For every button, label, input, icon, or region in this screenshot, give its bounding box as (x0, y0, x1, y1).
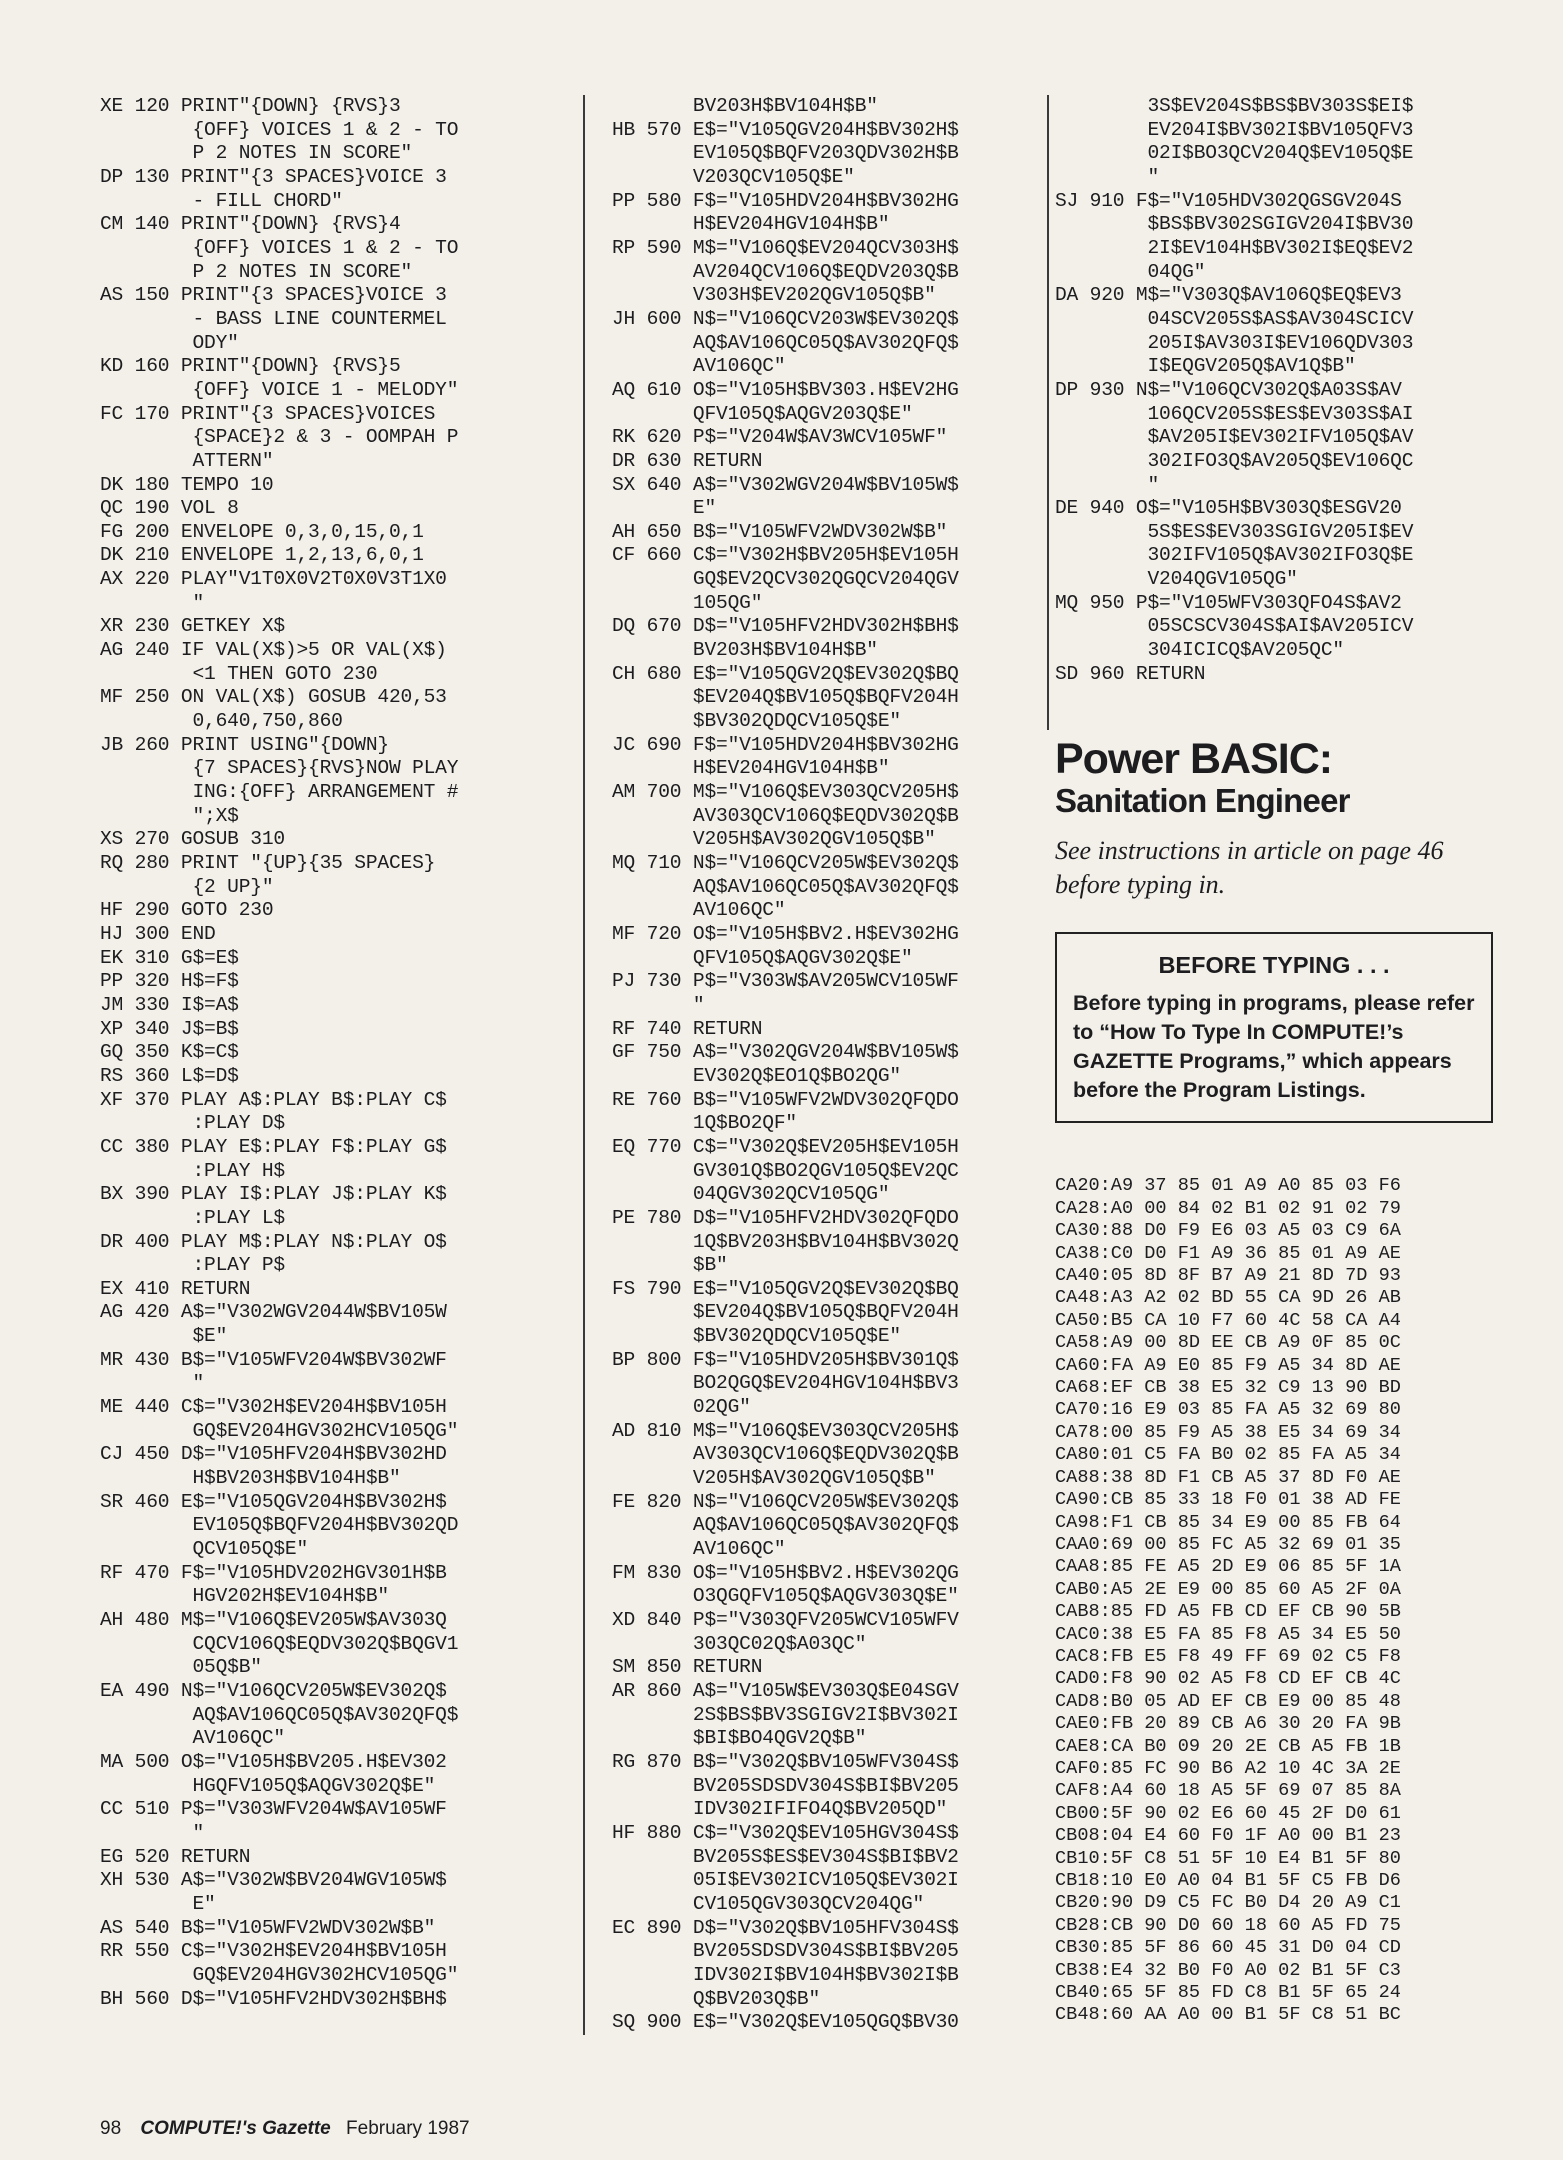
code-line: CJ 450 D$="V105HFV204H$BV302HD (100, 1443, 447, 1466)
code-line: :PLAY L$ (100, 1206, 285, 1229)
magazine-name: COMPUTE!'s Gazette (140, 2118, 331, 2139)
code-line: 5S$ES$EV303SGIGV205I$EV (1055, 520, 1414, 543)
page-number: 98 (100, 2118, 122, 2139)
code-line: GQ$EV2QCV302QGQCV204QGV (612, 568, 959, 591)
code-line: EV302Q$EO1Q$BO2QG" (612, 1064, 901, 1087)
code-line: AQ 610 O$="V105H$BV303.H$EV2HG (612, 378, 959, 401)
code-line: V205H$AV302QGV105Q$B" (612, 1467, 936, 1490)
machine-code-listing (1055, 1175, 1505, 2026)
code-line: MF 250 ON VAL(X$) GOSUB 420,53 (100, 686, 447, 709)
code-line: BH 560 D$="V105HFV2HDV302H$BH$ (100, 1987, 447, 2010)
code-line: MR 430 B$="V105WFV204W$BV302WF (100, 1348, 447, 1371)
hex-dump-line: CAB0:A5 2E E9 00 85 60 A5 2F 0A (1055, 1578, 1401, 1600)
code-line: E" (100, 1892, 216, 1915)
code-line: FG 200 ENVELOPE 0,3,0,15,0,1 (100, 520, 424, 543)
code-line: 106QCV205S$ES$EV303S$AI (1055, 402, 1414, 425)
code-line: 2S$BS$BV3SGIGV2I$BV302I (612, 1703, 959, 1726)
code-line: V205H$AV302QGV105Q$B" (612, 828, 936, 851)
code-line: KD 160 PRINT"{DOWN} {RVS}5 (100, 355, 401, 378)
code-line: H$EV204HGV104H$B" (612, 757, 890, 780)
code-line: JB 260 PRINT USING"{DOWN} (100, 733, 389, 756)
code-line: DK 180 TEMPO 10 (100, 473, 274, 496)
hex-dump-line: CAD0:F8 90 02 A5 F8 CD EF CB 4C (1055, 1668, 1401, 1690)
code-line: I$EQGV205Q$AV1Q$B" (1055, 355, 1356, 378)
code-line: " (1055, 165, 1160, 188)
code-line: RG 870 B$="V302Q$BV105WFV304S$ (612, 1750, 959, 1773)
right-column (1055, 95, 1505, 2027)
code-line: XR 230 GETKEY X$ (100, 615, 285, 638)
code-line: <1 THEN GOTO 230 (100, 662, 378, 685)
hex-dump-line: CAA0:69 00 85 FC A5 32 69 01 35 (1055, 1533, 1401, 1555)
code-line: " (100, 1372, 205, 1395)
code-line: BV205SDSDV304S$BI$BV205 (612, 1774, 959, 1797)
before-typing-box (1055, 932, 1493, 1123)
hex-dump-line: CA48:A3 A2 02 BD 55 CA 9D 26 AB (1055, 1287, 1401, 1309)
code-line: PJ 730 P$="V303W$AV205WCV105WF (612, 970, 959, 993)
code-line: BV203H$BV104H$B" (612, 95, 878, 117)
code-line: DK 210 ENVELOPE 1,2,13,6,0,1 (100, 544, 424, 567)
code-line: PE 780 D$="V105HFV2HDV302QFQDO (612, 1206, 959, 1229)
code-line: AD 810 M$="V106Q$EV303QCV205H$ (612, 1419, 959, 1442)
code-line: P 2 NOTES IN SCORE" (100, 142, 413, 165)
hex-dump-line: CA70:16 E9 03 85 FA A5 32 69 80 (1055, 1399, 1401, 1421)
code-line: AV106QC" (612, 899, 786, 922)
code-line: {OFF} VOICES 1 & 2 - TO (100, 236, 459, 259)
code-line: RR 550 C$="V302H$EV204H$BV105H (100, 1940, 447, 1963)
code-line: 02I$BO3QCV204Q$EV105Q$E (1055, 142, 1414, 165)
before-typing-heading: BEFORE TYPING . . . (1158, 952, 1390, 979)
code-line: 0,640,750,860 (100, 710, 343, 733)
column-divider-left (583, 95, 585, 2035)
code-line: AH 650 B$="V105WFV2WDV302W$B" (612, 520, 948, 543)
code-line: HGQFV105Q$AQGV302Q$E" (100, 1774, 436, 1797)
code-line: 04QG" (1055, 260, 1206, 283)
code-line: CF 660 C$="V302H$BV205H$EV105H (612, 544, 959, 567)
page-footer (100, 2118, 470, 2140)
code-line: CC 380 PLAY E$:PLAY F$:PLAY G$ (100, 1135, 447, 1158)
code-line: SM 850 RETURN (612, 1656, 763, 1679)
before-typing-text: Before typing in programs, please refer to “How To Type In COMPUTE!’s GAZETTE Programs,” which appears before the Program Listings. (1073, 991, 1475, 1103)
code-line: 04QGV302QCV105QG" (612, 1183, 890, 1206)
code-line: AQ$AV106QC05Q$AV302QFQ$ (100, 1703, 459, 1726)
hex-dump-line: CB18:10 E0 A0 04 B1 5F C5 FB D6 (1055, 1870, 1401, 1891)
code-line: PP 320 H$=F$ (100, 970, 239, 993)
hex-dump-line: CAC0:38 E5 FA 85 F8 A5 34 E5 50 (1055, 1623, 1401, 1645)
code-line: 02QG" (612, 1396, 751, 1419)
code-line: QCV105Q$E" (100, 1538, 309, 1561)
code-line: 3S$EV204S$BS$BV303S$EI$ (1055, 95, 1414, 117)
code-line: RP 590 M$="V106Q$EV204QCV303H$ (612, 236, 959, 259)
code-line: {OFF} VOICES 1 & 2 - TO (100, 118, 459, 141)
code-line: $B" (612, 1254, 728, 1277)
code-line: RS 360 L$=D$ (100, 1064, 239, 1087)
code-line: ODY" (100, 331, 239, 354)
code-line: EQ 770 C$="V302Q$EV205H$EV105H (612, 1135, 959, 1158)
code-line: MF 720 O$="V105H$BV2.H$EV302HG (612, 922, 959, 945)
code-line: DQ 670 D$="V105HFV2HDV302H$BH$ (612, 615, 959, 638)
code-line: JM 330 I$=A$ (100, 993, 239, 1016)
hex-dump-line: CAA8:85 FE A5 2D E9 06 85 5F 1A (1055, 1556, 1401, 1578)
code-line: $BI$BO4QGV2Q$B" (612, 1727, 867, 1750)
hex-dump-line: CB00:5F 90 02 E6 60 45 2F D0 61 (1055, 1802, 1401, 1824)
code-line: AG 420 A$="V302WGV2044W$BV105W (100, 1301, 447, 1324)
code-line: XF 370 PLAY A$:PLAY B$:PLAY C$ (100, 1088, 447, 1111)
code-line: - FILL CHORD" (100, 189, 343, 212)
code-line: AX 220 PLAY"V1T0X0V2T0X0V3T1X0 (100, 568, 447, 591)
code-line: SD 960 RETURN (1055, 662, 1206, 685)
code-line: " (100, 1821, 205, 1844)
code-line: 302IFV105Q$AV302IFO3Q$E (1055, 544, 1414, 567)
code-line: XP 340 J$=B$ (100, 1017, 239, 1040)
hex-dump-line: CA60:FA A9 E0 85 F9 A5 34 8D AE (1055, 1354, 1401, 1376)
code-line: EV204I$BV302I$BV105QFV3 (1055, 118, 1414, 141)
code-line: SJ 910 F$="V105HDV302QGSGV204S (1055, 189, 1402, 212)
hex-dump-line: CA58:A9 00 8D EE CB A9 0F 85 0C (1055, 1332, 1401, 1354)
code-line: 1Q$BO2QF" (612, 1112, 797, 1135)
code-line: AQ$AV106QC05Q$AV302QFQ$ (612, 1514, 959, 1537)
hex-dump-line: CB30:85 5F 86 60 45 31 D0 04 CD (1055, 1937, 1401, 1959)
code-line: RQ 280 PRINT "{UP}{35 SPACES} (100, 852, 436, 874)
code-line: HGV202H$EV104H$B" (100, 1585, 389, 1608)
code-line: $EV204Q$BV105Q$BQFV204H (612, 1301, 959, 1324)
code-line: :PLAY D$ (100, 1112, 285, 1135)
code-line: CM 140 PRINT"{DOWN} {RVS}4 (100, 213, 401, 236)
code-line: AS 540 B$="V105WFV2WDV302W$B" (100, 1916, 436, 1939)
code-line: ATTERN" (100, 449, 274, 472)
code-line: SR 460 E$="V105QGV204H$BV302H$ (100, 1490, 447, 1513)
code-line: QFV105Q$AQGV203Q$E" (612, 402, 913, 425)
hex-dump-line: CAB8:85 FD A5 FB CD EF CB 90 5B (1055, 1601, 1401, 1623)
code-line: DR 630 RETURN (612, 449, 763, 472)
hex-dump-line: CAC8:FB E5 F8 49 FF 69 02 C5 F8 (1055, 1645, 1401, 1667)
hex-dump-line: CA98:F1 CB 85 34 E9 00 85 FB 64 (1055, 1511, 1401, 1533)
code-line: EK 310 G$=E$ (100, 946, 239, 969)
code-line: AV106QC" (100, 1727, 285, 1750)
code-line: " (100, 591, 205, 614)
issue-date: February 1987 (346, 2118, 470, 2139)
hex-dump-line: CA78:00 85 F9 A5 38 E5 34 69 34 (1055, 1421, 1401, 1443)
hex-dump-line: CAD8:B0 05 AD EF CB E9 00 85 48 (1055, 1690, 1401, 1712)
code-line: $E" (100, 1325, 228, 1348)
code-line: AH 480 M$="V106Q$EV205W$AV303Q (100, 1609, 447, 1631)
hex-dump-line: CAE0:FB 20 89 CB A6 30 20 FA 9B (1055, 1713, 1401, 1735)
code-line: GQ$EV204HGV302HCV105QG" (100, 1963, 459, 1986)
code-line: 05Q$B" (100, 1656, 262, 1679)
code-line: H$EV204HGV104H$B" (612, 213, 890, 236)
code-line: JC 690 F$="V105HDV204H$BV302HG (612, 733, 959, 756)
code-line: 2I$EV104H$BV302I$EQ$EV2 (1055, 236, 1414, 259)
code-line: " (612, 993, 705, 1016)
code-line: XH 530 A$="V302W$BV204WGV105W$ (100, 1869, 447, 1892)
code-line: XE 120 PRINT"{DOWN} {RVS}3 (100, 95, 401, 117)
code-line: AV303QCV106Q$EQDV302Q$B (612, 804, 959, 827)
code-line: BO2QGQ$EV204HGV104H$BV3 (612, 1372, 959, 1395)
typing-instruction: See instructions in article on page 46 before typing in. (1055, 836, 1444, 900)
code-line: $BS$BV302SGIGV204I$BV30 (1055, 213, 1414, 236)
code-line: Q$BV203Q$B" (612, 1987, 821, 2010)
code-line: GQ$EV204HGV302HCV105QG" (100, 1419, 459, 1442)
code-line: HJ 300 END (100, 922, 216, 945)
code-line: IDV302I$BV104H$BV302I$B (612, 1963, 959, 1986)
code-line: GQ 350 K$=C$ (100, 1041, 239, 1064)
code-line: DE 940 O$="V105H$BV303Q$ESGV20 (1055, 497, 1402, 520)
code-line: 304ICICQ$AV205QC" (1055, 639, 1344, 662)
listing-column-2 (612, 95, 1042, 2035)
code-line: AM 700 M$="V106Q$EV303QCV205H$ (612, 781, 959, 804)
code-line: P 2 NOTES IN SCORE" (100, 260, 413, 283)
code-line: FS 790 E$="V105QGV2Q$EV302Q$BQ (612, 1277, 959, 1300)
code-line: BV205SDSDV304S$BI$BV205 (612, 1940, 959, 1963)
code-line: BV205S$ES$EV304S$BI$BV2 (612, 1845, 959, 1868)
code-line: XD 840 P$="V303QFV205WCV105WFV (612, 1609, 959, 1631)
code-line: CQCV106Q$EQDV302Q$BQGV1 (100, 1632, 459, 1655)
code-line: FC 170 PRINT"{3 SPACES}VOICES (100, 402, 436, 425)
code-line: ING:{OFF} ARRANGEMENT # (100, 781, 459, 804)
code-line: $BV302QDQCV105Q$E" (612, 1325, 901, 1348)
code-line: JH 600 N$="V106QCV203W$EV302Q$ (612, 307, 959, 330)
code-line: 302IFO3Q$AV205Q$EV106QC (1055, 449, 1414, 472)
code-line: V303H$EV202QGV105Q$B" (612, 284, 936, 307)
code-line: IDV302IFIFO4Q$BV205QD" (612, 1798, 948, 1821)
hex-dump-line: CB48:60 AA A0 00 B1 5F C8 51 BC (1055, 2004, 1401, 2026)
code-line: {SPACE}2 & 3 - OOMPAH P (100, 426, 459, 449)
code-line: 1Q$BV203H$BV104H$BV302Q (612, 1230, 959, 1253)
code-line: RK 620 P$="V204W$AV3WCV105WF" (612, 426, 948, 449)
code-line: FM 830 O$="V105H$BV2.H$EV302QG (612, 1561, 959, 1584)
hex-dump-line: CA80:01 C5 FA B0 02 85 FA A5 34 (1055, 1444, 1401, 1466)
code-line: BP 800 F$="V105HDV205H$BV301Q$ (612, 1348, 959, 1371)
code-line: H$BV203H$BV104H$B" (100, 1467, 401, 1490)
code-line: AQ$AV106QC05Q$AV302QFQ$ (612, 331, 959, 354)
code-line: HB 570 E$="V105QGV204H$BV302H$ (612, 118, 959, 141)
hex-dump-line: CA88:38 8D F1 CB A5 37 8D F0 AE (1055, 1466, 1401, 1488)
code-line: :PLAY P$ (100, 1254, 285, 1277)
code-line: " (1055, 473, 1160, 496)
hex-dump-line: CA30:88 D0 F9 E6 03 A5 03 C9 6A (1055, 1220, 1401, 1242)
code-line: MQ 950 P$="V105WFV303QFO4S$AV2 (1055, 591, 1402, 614)
hex-dump-line: CA28:A0 00 84 02 B1 02 91 02 79 (1055, 1197, 1401, 1219)
code-line: EV105Q$BQFV203QDV302H$B (612, 142, 959, 165)
code-line: FE 820 N$="V106QCV205W$EV302Q$ (612, 1490, 959, 1513)
code-line: $AV205I$EV302IFV105Q$AV (1055, 426, 1414, 449)
code-line: BV203H$BV104H$B" (612, 639, 878, 662)
hex-dump-line: CA50:B5 CA 10 F7 60 4C 58 CA A4 (1055, 1309, 1401, 1331)
hex-dump-line: CAF0:85 FC 90 B6 A2 10 4C 3A 2E (1055, 1757, 1401, 1779)
code-line: DP 930 N$="V106QCV302Q$A03S$AV (1055, 378, 1402, 401)
code-line: - BASS LINE COUNTERMEL (100, 307, 447, 330)
code-line: RF 470 F$="V105HDV202HGV301H$B (100, 1561, 447, 1584)
code-line: QC 190 VOL 8 (100, 497, 239, 520)
code-line: AV106QC" (612, 355, 786, 378)
code-line: EX 410 RETURN (100, 1277, 251, 1300)
code-line: CH 680 E$="V105QGV2Q$EV302Q$BQ (612, 662, 959, 685)
code-line: MQ 710 N$="V106QCV205W$EV302Q$ (612, 852, 959, 874)
code-line: EC 890 D$="V302Q$BV105HFV304S$ (612, 1916, 959, 1939)
code-line: E" (612, 497, 717, 520)
code-line: 105QG" (612, 591, 763, 614)
hex-dump-line: CA40:05 8D 8F B7 A9 21 8D 7D 93 (1055, 1265, 1401, 1287)
article-title: Power BASIC: (1055, 735, 1333, 784)
article-subtitle: Sanitation Engineer (1055, 782, 1350, 820)
code-line: EA 490 N$="V106QCV205W$EV302Q$ (100, 1679, 447, 1702)
code-line: SX 640 A$="V302WGV204W$BV105W$ (612, 473, 959, 496)
code-line: :PLAY H$ (100, 1159, 285, 1182)
code-line: SQ 900 E$="V302Q$EV105QGQ$BV30 (612, 2011, 959, 2034)
code-line: AQ$AV106QC05Q$AV302QFQ$ (612, 875, 959, 898)
code-line: GF 750 A$="V302QGV204W$BV105W$ (612, 1041, 959, 1064)
code-line: AG 240 IF VAL(X$)>5 OR VAL(X$) (100, 639, 447, 662)
code-line: PP 580 F$="V105HDV204H$BV302HG (612, 189, 959, 212)
hex-dump-line: CAF8:A4 60 18 A5 5F 69 07 85 8A (1055, 1780, 1401, 1802)
code-line: MA 500 O$="V105H$BV205.H$EV302 (100, 1750, 447, 1773)
code-line: {7 SPACES}{RVS}NOW PLAY (100, 757, 459, 780)
code-line: $BV302QDQCV105Q$E" (612, 710, 901, 733)
code-line: CV105QGV303QCV204QG" (612, 1892, 925, 1915)
code-line: 05I$EV302ICV105Q$EV302I (612, 1869, 959, 1892)
code-line: {2 UP}" (100, 875, 274, 898)
hex-dump-line: CA38:C0 D0 F1 A9 36 85 01 A9 AE (1055, 1242, 1401, 1264)
code-line: RE 760 B$="V105WFV2WDV302QFQDO (612, 1088, 959, 1111)
code-line: 205I$AV303I$EV106QDV303 (1055, 331, 1414, 354)
hex-dump-line: CB28:CB 90 D0 60 18 60 A5 FD 75 (1055, 1914, 1401, 1936)
code-line: EG 520 RETURN (100, 1845, 251, 1868)
hex-dump-line: CB08:04 E4 60 F0 1F A0 00 B1 23 (1055, 1825, 1401, 1847)
code-line: $EV204Q$BV105Q$BQFV204H (612, 686, 959, 709)
hex-dump-line: CB38:E4 32 B0 F0 A0 02 B1 5F C3 (1055, 1959, 1401, 1981)
hex-dump-line: CA20:A9 37 85 01 A9 A0 85 03 F6 (1055, 1175, 1401, 1197)
listing-column-1 (100, 95, 580, 2011)
code-line: {OFF} VOICE 1 - MELODY" (100, 378, 459, 401)
code-line: AV106QC" (612, 1538, 786, 1561)
code-line: ME 440 C$="V302H$EV204H$BV105H (100, 1396, 447, 1419)
hex-dump-line: CA90:CB 85 33 18 F0 01 38 AD FE (1055, 1489, 1401, 1511)
code-line: DP 130 PRINT"{3 SPACES}VOICE 3 (100, 165, 447, 188)
code-line: O3QGQFV105Q$AQGV303Q$E" (612, 1585, 959, 1608)
code-line: HF 290 GOTO 230 (100, 899, 274, 922)
hex-dump-line: CA68:EF CB 38 E5 32 C9 13 90 BD (1055, 1377, 1401, 1399)
code-line: DR 400 PLAY M$:PLAY N$:PLAY O$ (100, 1230, 447, 1253)
code-line: 303QC02Q$A03QC" (612, 1632, 867, 1655)
code-line: AS 150 PRINT"{3 SPACES}VOICE 3 (100, 284, 447, 307)
hex-dump-line: CB20:90 D9 C5 FC B0 D4 20 A9 C1 (1055, 1892, 1401, 1914)
code-line: ";X$ (100, 804, 239, 827)
code-line: V203QCV105Q$E" (612, 165, 855, 188)
code-line: AV204QCV106Q$EQDV203Q$B (612, 260, 959, 283)
code-line: QFV105Q$AQGV302Q$E" (612, 946, 913, 969)
code-line: 04SCV205S$AS$AV304SCICV (1055, 307, 1414, 330)
code-line: V204QGV105QG" (1055, 568, 1298, 591)
code-line: HF 880 C$="V302Q$EV105HGV304S$ (612, 1821, 959, 1844)
hex-dump-line: CB40:65 5F 85 FD C8 B1 5F 65 24 (1055, 1982, 1401, 2004)
code-line: DA 920 M$="V303Q$AV106Q$EQ$EV3 (1055, 284, 1402, 307)
listing-column-3 (1055, 95, 1505, 686)
code-line: EV105Q$BQFV204H$BV302QD (100, 1514, 459, 1537)
hex-dump-line: CAE8:CA B0 09 20 2E CB A5 FB 1B (1055, 1735, 1401, 1757)
column-divider-right (1047, 95, 1049, 730)
code-line: AV303QCV106Q$EQDV302Q$B (612, 1443, 959, 1466)
code-line: RF 740 RETURN (612, 1017, 763, 1040)
code-line: AR 860 A$="V105W$EV303Q$E04SGV (612, 1679, 959, 1702)
code-line: BX 390 PLAY I$:PLAY J$:PLAY K$ (100, 1183, 447, 1206)
code-line: 05SCSCV304S$AI$AV205ICV (1055, 615, 1414, 638)
hex-dump-line: CB10:5F C8 51 5F 10 E4 B1 5F 80 (1055, 1847, 1401, 1869)
code-line: CC 510 P$="V303WFV204W$AV105WF (100, 1798, 447, 1821)
code-line: GV301Q$BO2QGV105Q$EV2QC (612, 1159, 959, 1182)
code-line: XS 270 GOSUB 310 (100, 828, 285, 851)
